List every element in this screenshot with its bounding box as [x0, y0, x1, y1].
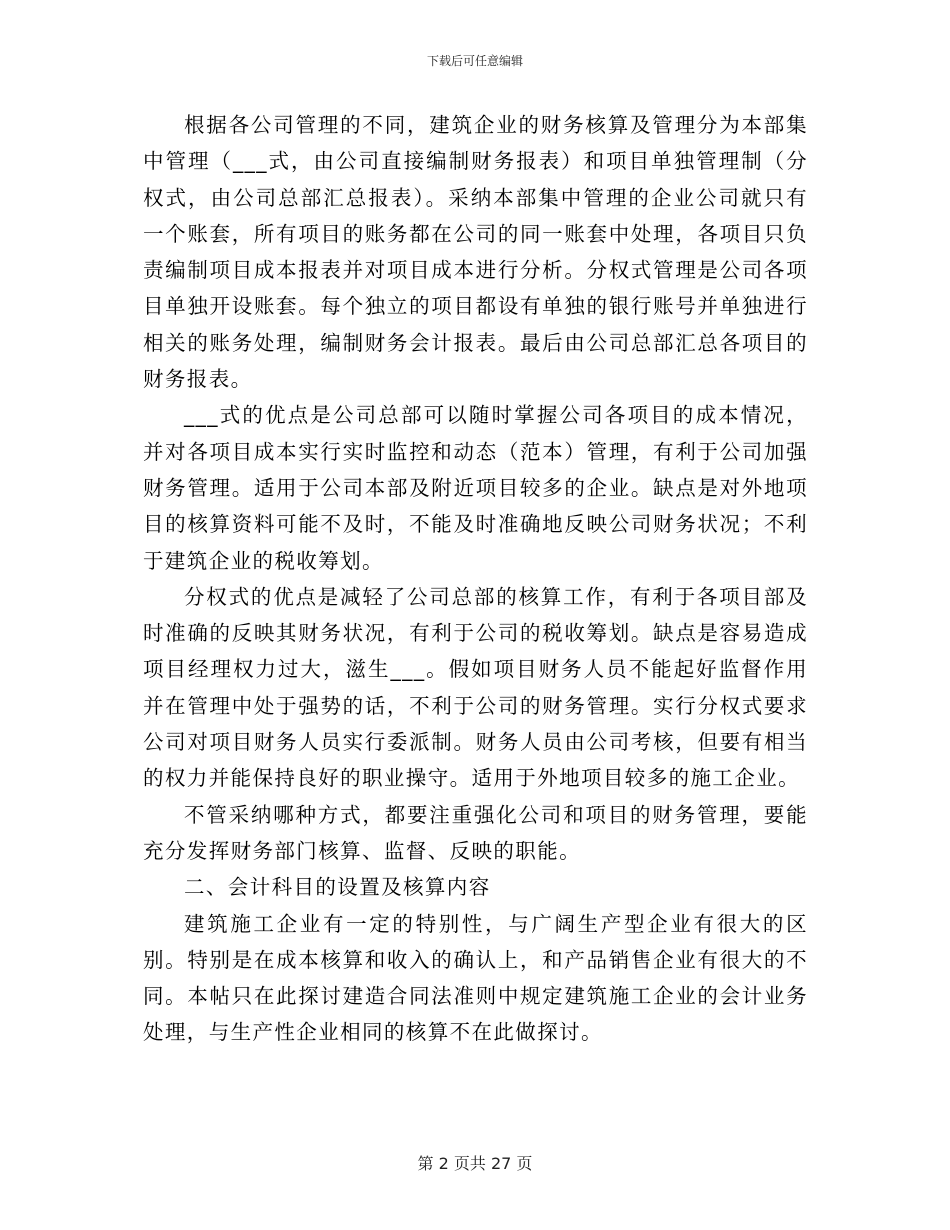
- body-paragraph-5: 建筑施工企业有一定的特别性，与广阔生产型企业有很大的区别。特别是在成本核算和收入的确认上，和产品销售企业有很大的不同。本帖只在此探讨建造合同法准则中规定建筑施工企业的会计业务处理，与生产性企业相同的核算不在此做探讨。: [143, 911, 808, 1045]
- body-paragraph-1: 根据各公司管理的不同，建筑企业的财务核算及管理分为本部集中管理（___式，由公司直接编制财务报表）和项目单独管理制（分权式，由公司总部汇总报表）。采纳本部集中管理的企业公司就只有一个账套，所有项目的账务都在公司的同一账套中处理，各项目只负责编制项目成本报表并对项目成本进行分析。分权式管理是公司各项目单独开设账套。每个独立的项目都设有单独的银行账号并单独进行相关的账务处理，编制财务会计报表。最后由公司总部汇总各项目的财务报表。: [143, 113, 808, 392]
- page-number: 第 2 页共 27 页: [417, 1154, 533, 1173]
- section-heading: 二、会计科目的设置及核算内容: [184, 875, 491, 900]
- body-paragraph-4: 不管采纳哪种方式，都要注重强化公司和项目的财务管理，要能充分发挥财务部门核算、监督、反映的职能。: [143, 802, 808, 863]
- body-paragraph-3: 分权式的优点是减轻了公司总部的核算工作，有利于各项目部及时准确的反映其财务状况，有利于公司的税收筹划。缺点是容易造成项目经理权力过大，滋生___。假如项目财务人员不能起好监督作用并在管理中处于强势的话，不利于公司的财务管理。实行分权式要求公司对项目财务人员实行委派制。财务人员由公司考核，但要有相当的权力并能保持良好的职业操守。适用于外地项目较多的施工企业。: [143, 584, 808, 791]
- document-body: [143, 107, 808, 1051]
- page-header-note: 下载后可任意编辑: [426, 54, 523, 68]
- body-paragraph-2: ___式的优点是公司总部可以随时掌握公司各项目的成本情况，并对各项目成本实行实时监控和动态（范本）管理，有利于公司加强财务管理。适用于公司本部及附近项目较多的企业。缺点是对外地项目的核算资料可能不及时，不能及时准确地反映公司财务状况；不利于建筑企业的税收筹划。: [143, 403, 808, 573]
